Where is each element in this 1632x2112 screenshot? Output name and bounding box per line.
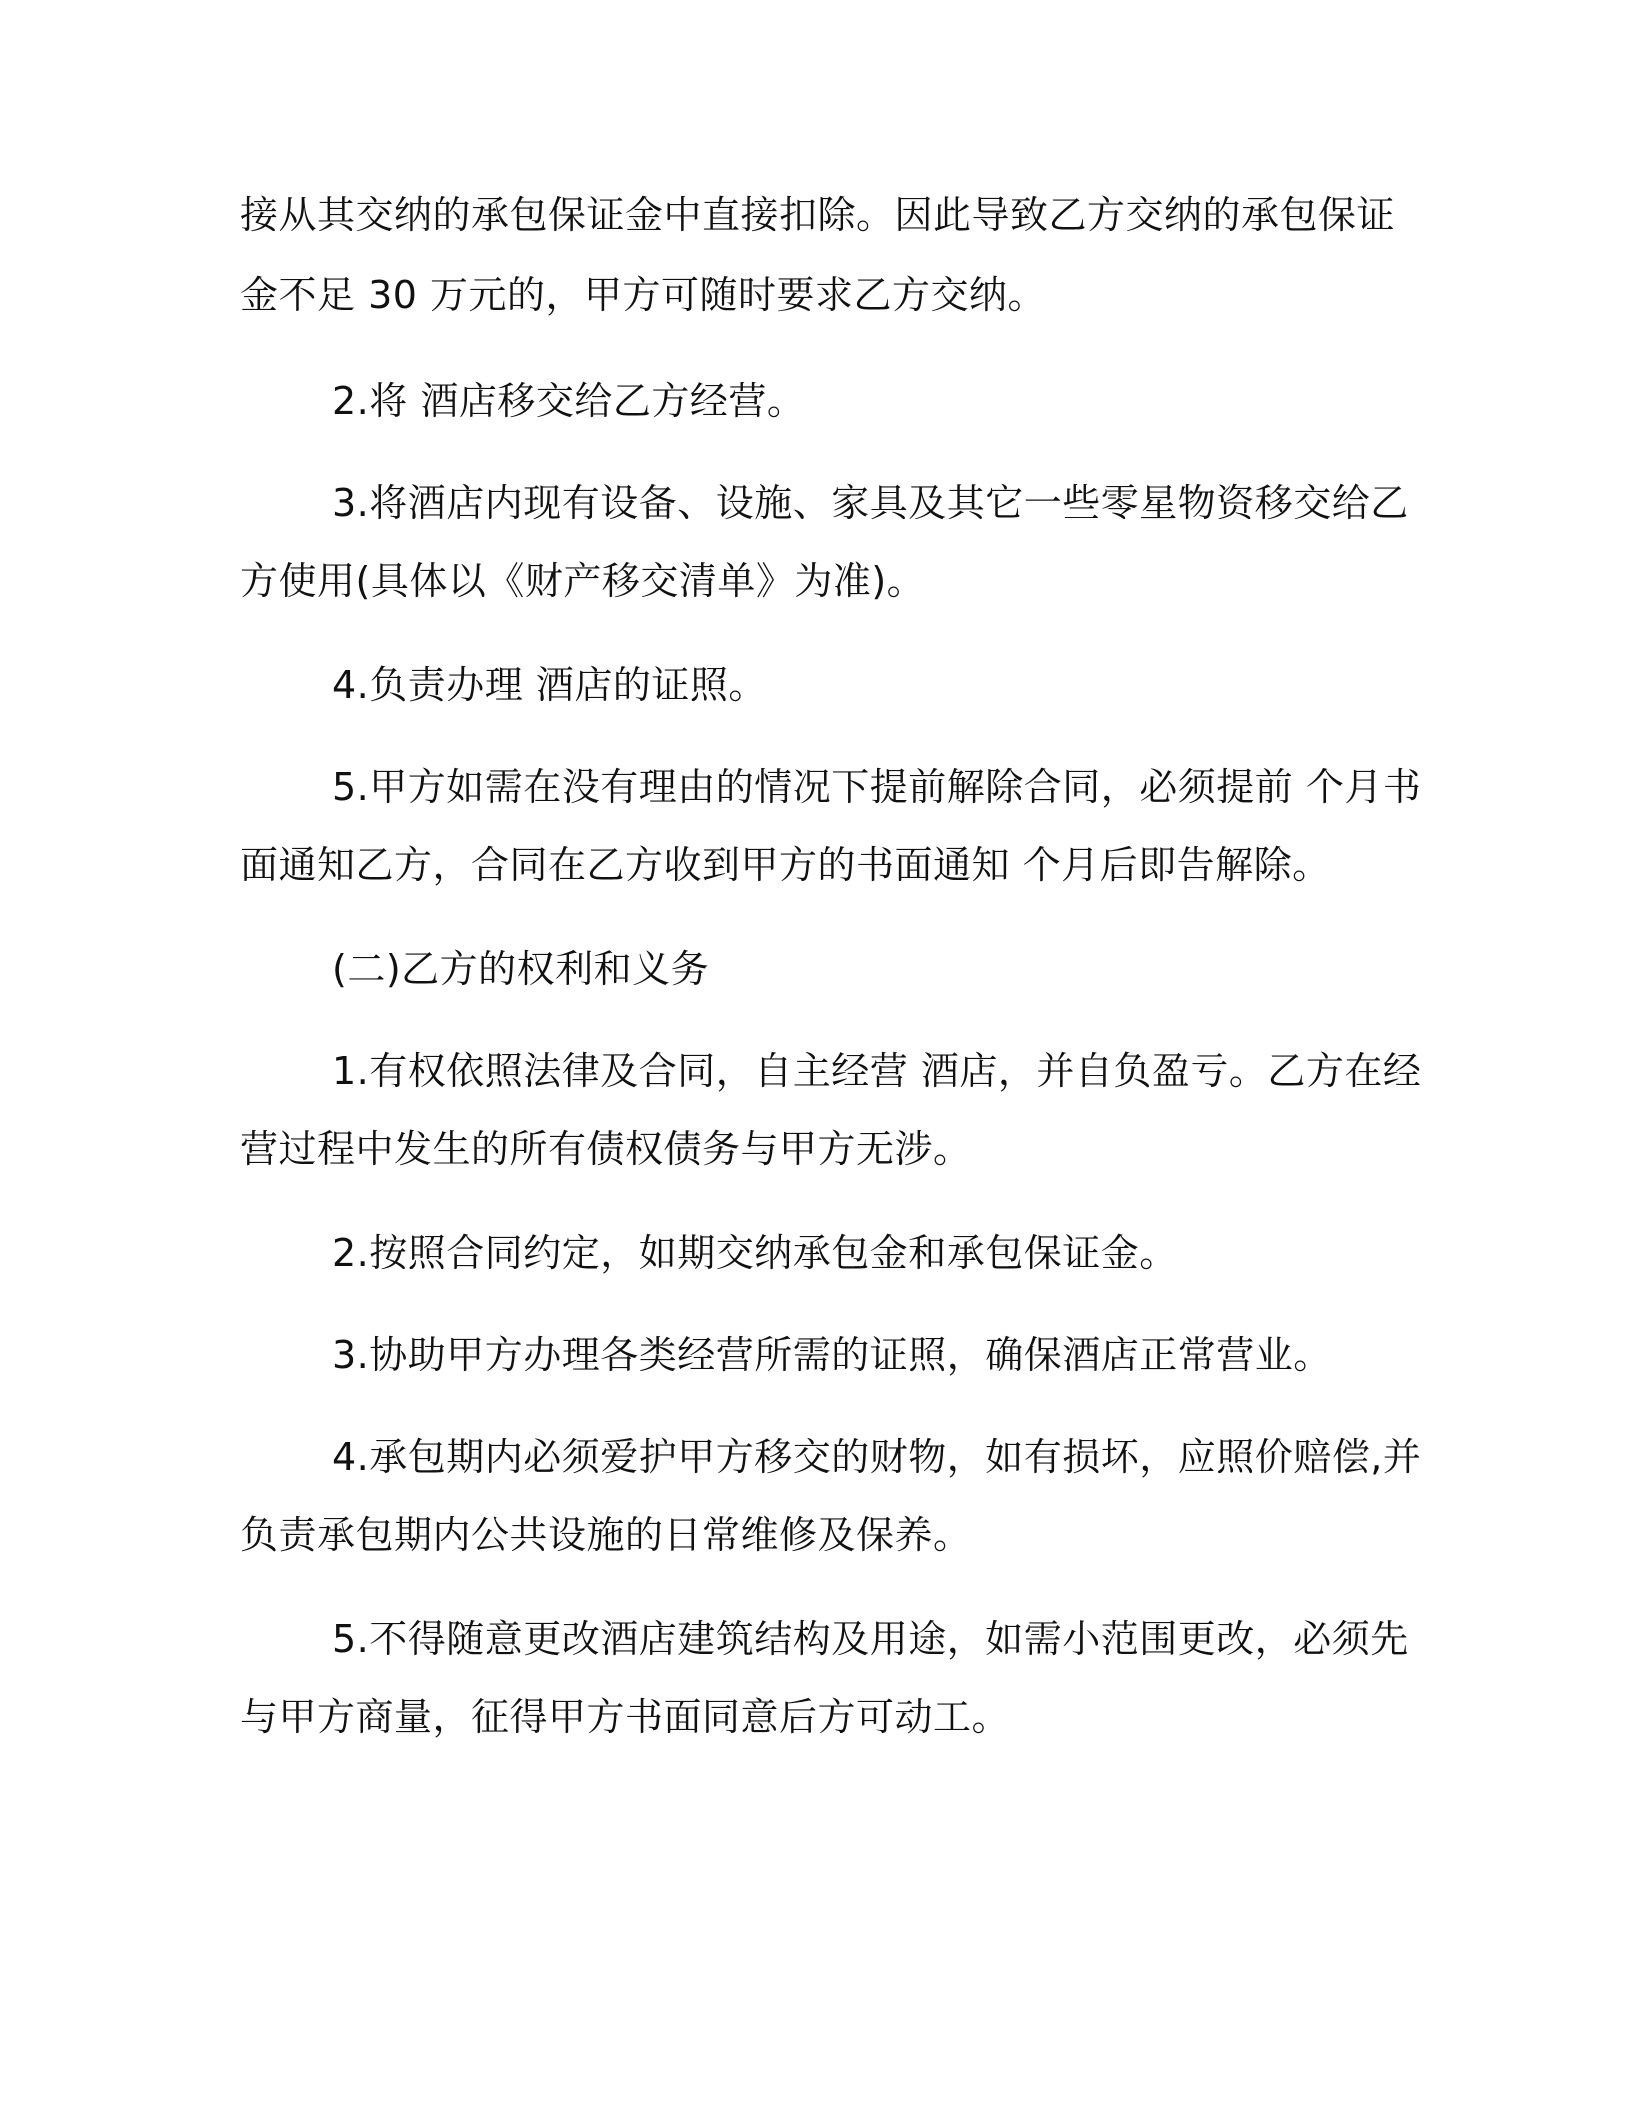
paragraph-line: 接从其交纳的承包保证金中直接扣除。因此导致乙方交纳的承包保证 (240, 193, 1396, 237)
paragraph-line: 2.将 酒店移交给乙方经营。 (332, 379, 806, 423)
paragraph-line: 营过程中发生的所有债权债务与甲方无涉。 (240, 1127, 972, 1171)
paragraph-line: 3.将酒店内现有设备、设施、家具及其它一些零星物资移交给乙 (332, 481, 1409, 525)
paragraph-line: 金不足 30 万元的，甲方可随时要求乙方交纳。 (240, 273, 1047, 317)
paragraph-line: 4.负责办理 酒店的证照。 (332, 663, 767, 707)
section-heading: (二)乙方的权利和义务 (332, 947, 710, 991)
paragraph-line: 2.按照合同约定，如期交纳承包金和承包保证金。 (332, 1231, 1178, 1275)
paragraph-line: 3.协助甲方办理各类经营所需的证照，确保酒店正常营业。 (332, 1333, 1332, 1377)
paragraph-line: 1.有权依照法律及合同，自主经营 酒店，并自负盈亏。乙方在经 (332, 1049, 1422, 1093)
paragraph-line: 与甲方商量，征得甲方书面同意后方可动工。 (240, 1695, 1011, 1739)
paragraph-line: 5.甲方如需在没有理由的情况下提前解除合同，必须提前 个月书 (332, 765, 1422, 809)
paragraph-line: 负责承包期内公共设施的日常维修及保养。 (240, 1513, 972, 1557)
paragraph-line: 5.不得随意更改酒店建筑结构及用途，如需小范围更改，必须先 (332, 1617, 1409, 1661)
paragraph-line: 方使用(具体以《财产移交清单》为准)。 (240, 559, 926, 603)
paragraph-line: 4.承包期内必须爱护甲方移交的财物，如有损坏，应照价赔偿,并 (332, 1435, 1422, 1479)
paragraph-line: 面通知乙方，合同在乙方收到甲方的书面通知 个月后即告解除。 (240, 843, 1331, 887)
